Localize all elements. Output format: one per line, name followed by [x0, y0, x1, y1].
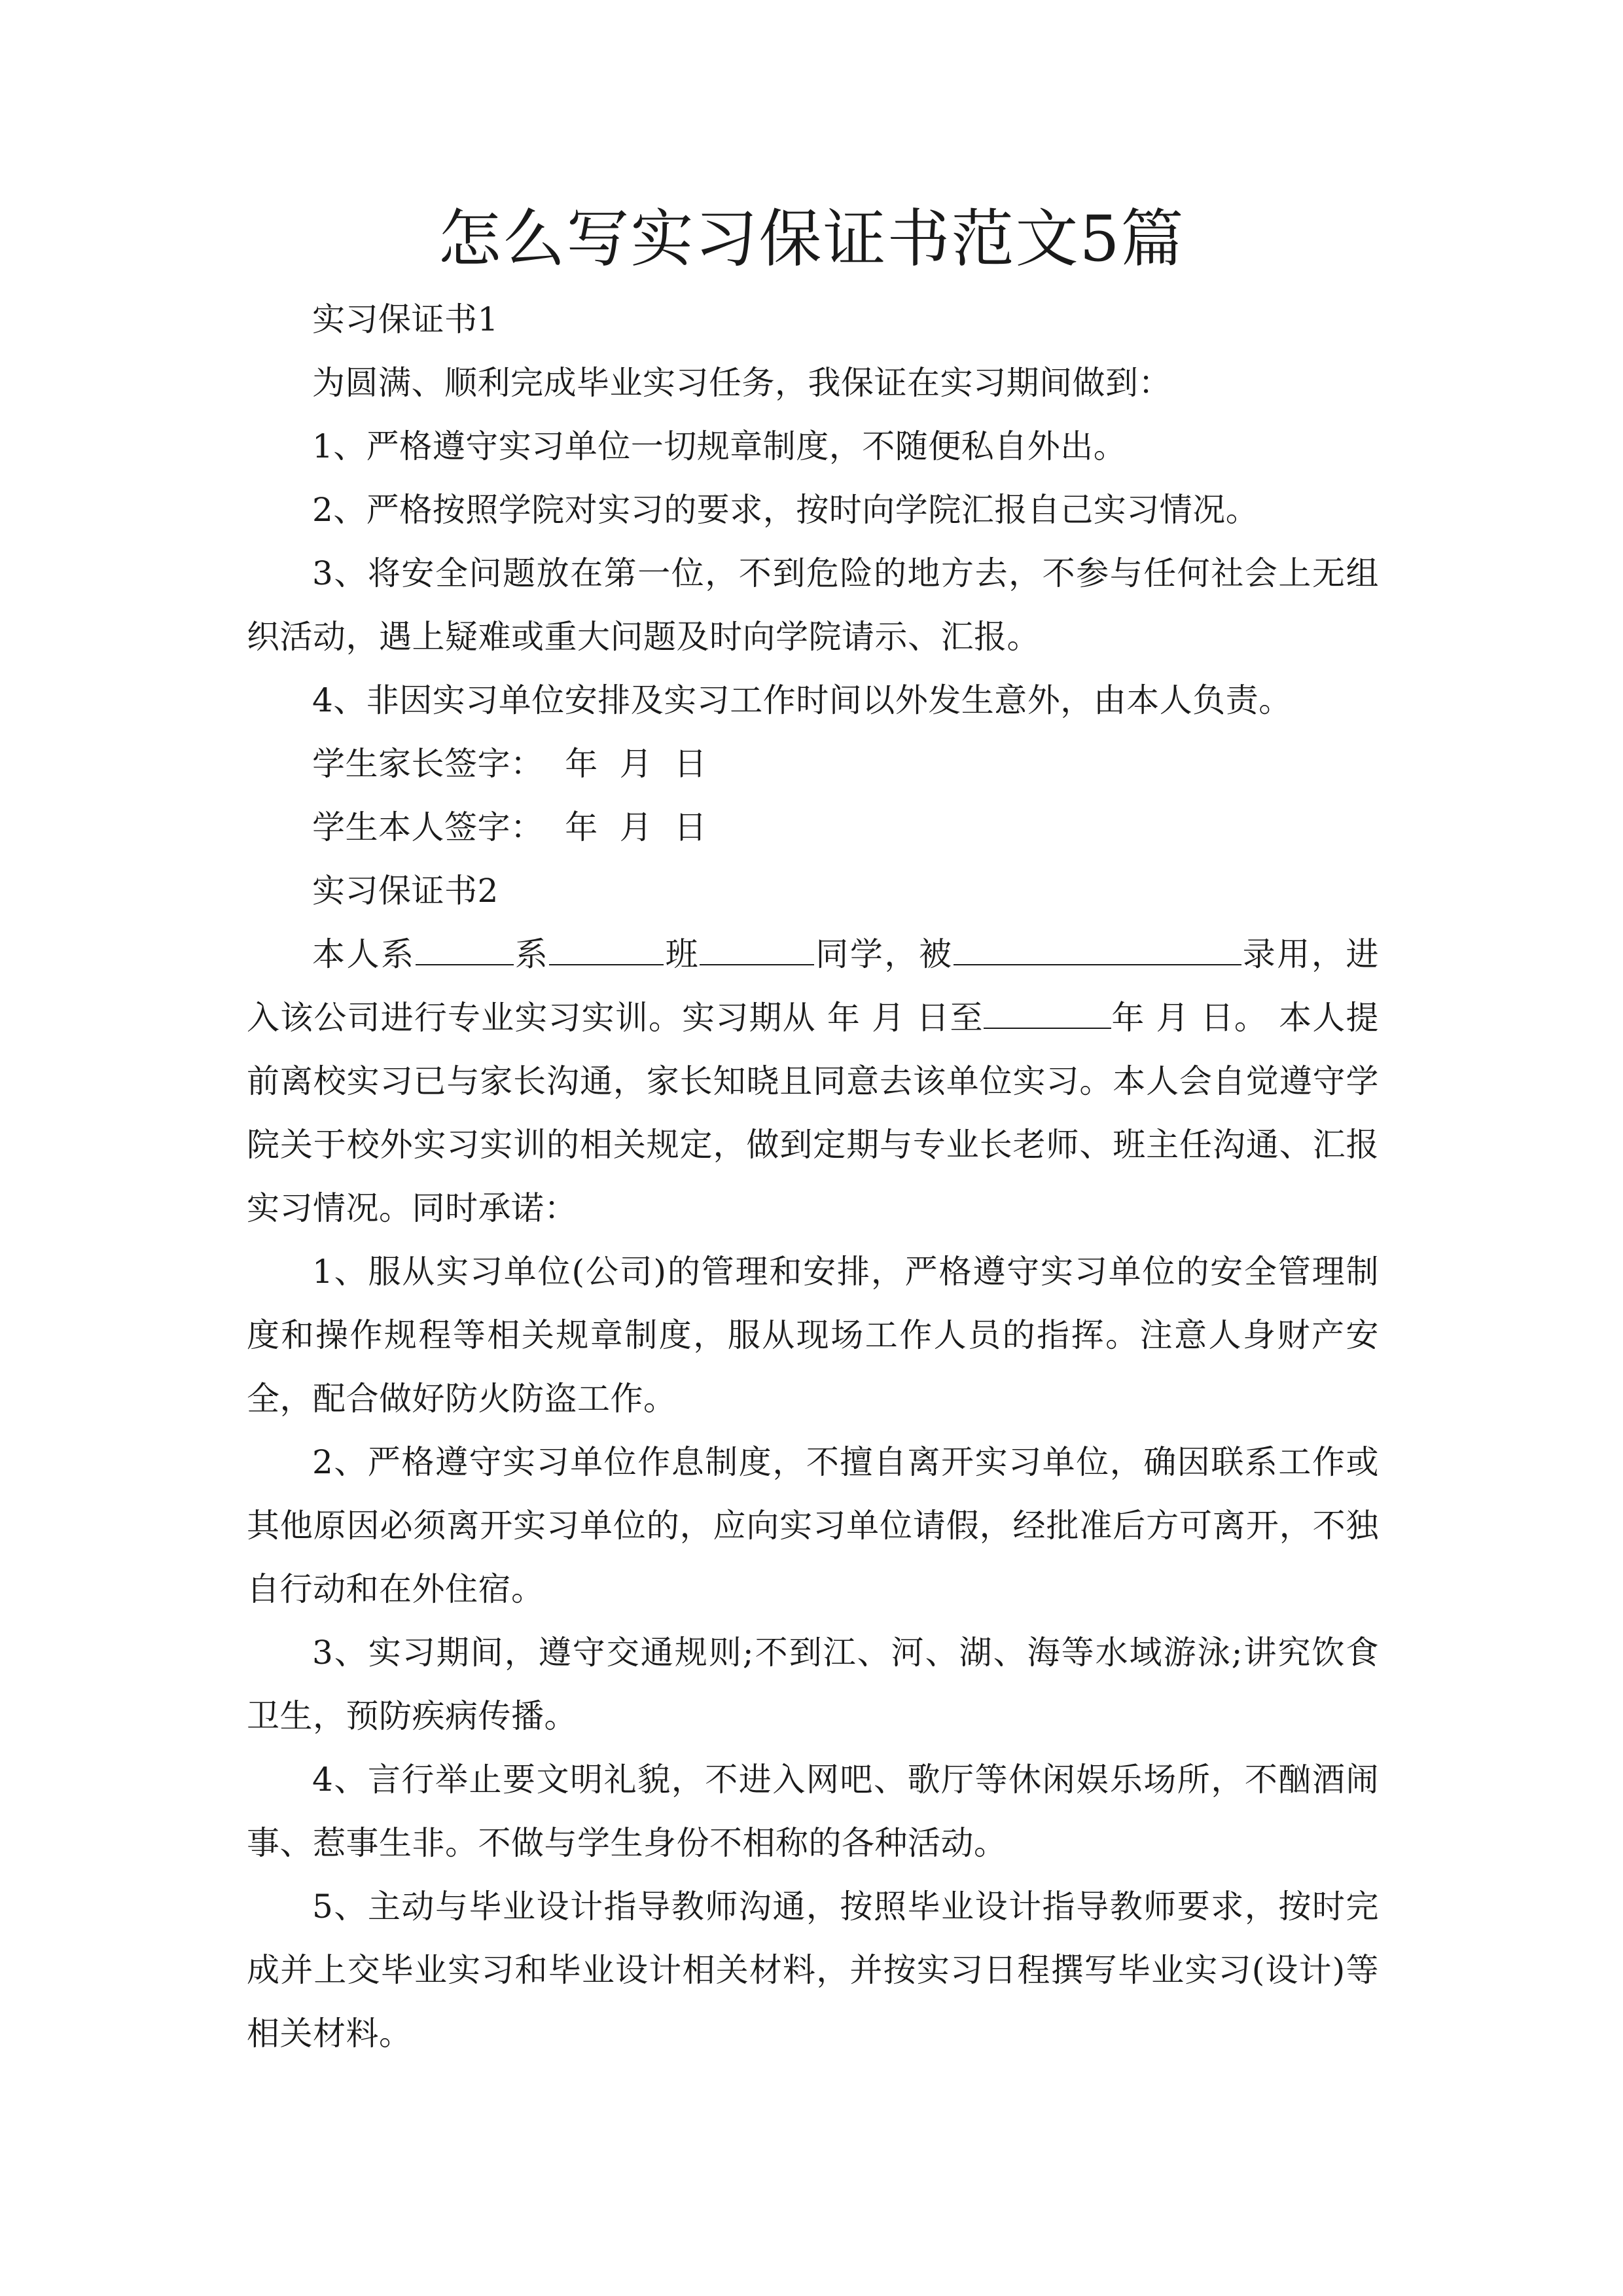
- list-item: 2、严格遵守实习单位作息制度，不擅自离开实习单位，确因联系工作或其他原因必须离开实习单位的，应向实习单位请假，经批准后方可离开，不独自行动和在外住宿。: [247, 1443, 1379, 1608]
- fill-blank-name: [700, 926, 814, 965]
- intro-text: 本人系: [312, 935, 416, 973]
- intro-text: 系: [513, 935, 550, 973]
- fill-blank-end-date: [984, 990, 1111, 1029]
- intro-text: 录用，进入该公司进行专业实习实训。实习期从 年 月 日至: [247, 935, 1379, 1037]
- list-item: 1、服从实习单位(公司)的管理和安排，严格遵守实习单位的安全管理制度和操作规程等相关规章制度，服从现场工作人员的指挥。注意人身财产安全，配合做好防火防盗工作。: [247, 1253, 1379, 1418]
- intro-text: 班: [664, 935, 700, 973]
- signature-line-parent: 学生家长签字： 年 月 日: [312, 745, 707, 783]
- document-title: 怎么写实习保证书范文5篇: [438, 202, 1185, 276]
- list-item: 3、将安全问题放在第一位，不到危险的地方去，不参与任何社会上无组织活动，遇上疑难或重大问题及时向学院请示、汇报。: [247, 554, 1379, 656]
- section-intro: [247, 923, 1379, 1240]
- section-heading: 实习保证书2: [312, 872, 499, 910]
- list-item: 3、实习期间，遵守交通规则;不到江、河、湖、海等水域游泳;讲究饮食卫生，预防疾病传播。: [247, 1634, 1379, 1735]
- list-item: 4、非因实习单位安排及实习工作时间以外发生意外，由本人负责。: [312, 681, 1292, 719]
- document-body: [247, 288, 1379, 2066]
- list-item: 5、主动与毕业设计指导教师沟通，按照毕业设计指导教师要求，按时完成并上交毕业实习和毕业设计相关材料，并按实习日程撰写毕业实习(设计)等相关材料。: [247, 1888, 1379, 2053]
- intro-text: 同学，被: [814, 935, 954, 973]
- fill-blank-department: [416, 926, 514, 965]
- section-intro: 为圆满、顺利完成毕业实习任务，我保证在实习期间做到：: [312, 364, 1171, 402]
- signature-line-student: 学生本人签字： 年 月 日: [312, 808, 707, 846]
- list-item: 1、严格遵守实习单位一切规章制度，不随便私自外出。: [312, 427, 1127, 465]
- fill-blank-major: [549, 926, 664, 965]
- intro-text: 年 月 日。 本人提前离校实习已与家长沟通，家长知晓且同意去该单位实习。本人会自觉遵守学院关于校外实习实训的相关规定，做到定期与专业长老师、班主任沟通、汇报实习情况。同时承诺：: [247, 999, 1379, 1227]
- section-heading: 实习保证书1: [312, 300, 499, 338]
- list-item: 2、严格按照学院对实习的要求，按时向学院汇报自己实习情况。: [312, 491, 1259, 529]
- fill-blank-company: [954, 926, 1241, 965]
- list-item: 4、言行举止要文明礼貌，不进入网吧、歌厅等休闲娱乐场所，不酗酒闹事、惹事生非。不做与学生身份不相称的各种活动。: [247, 1761, 1379, 1862]
